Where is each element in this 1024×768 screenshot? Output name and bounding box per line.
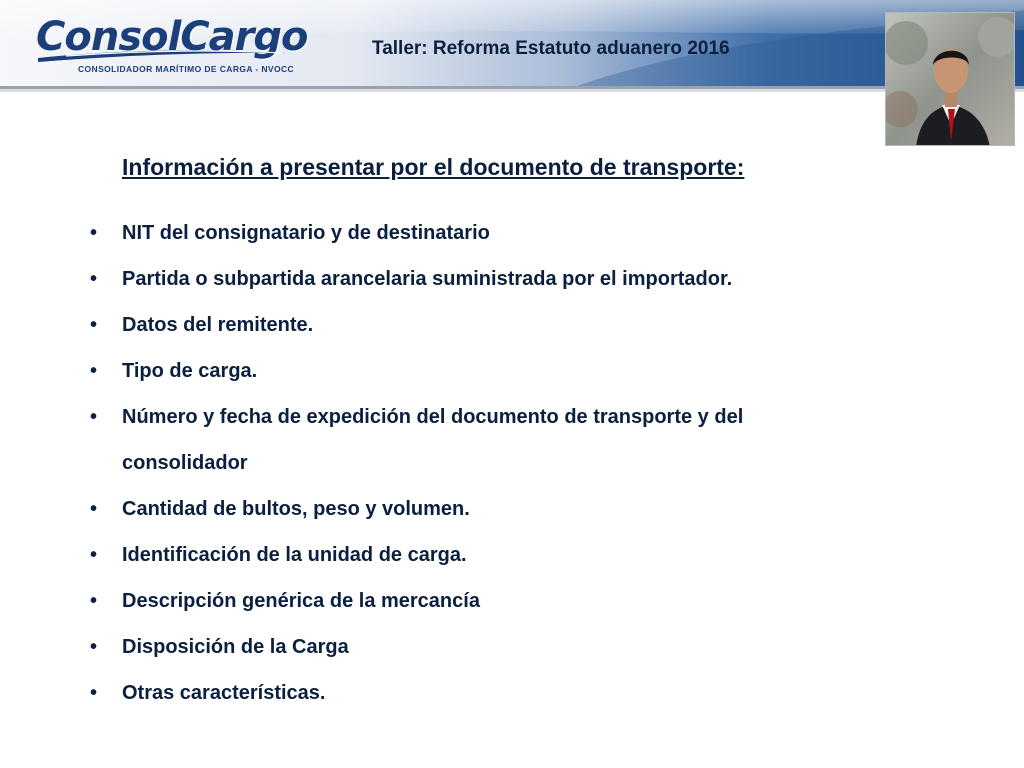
bullet-item <box>88 210 848 256</box>
bullet-text: Identificación de la unidad de carga. <box>122 544 467 566</box>
workshop-title: Taller: Reforma Estatuto aduanero 2016 <box>372 38 730 59</box>
bullet-item <box>88 624 848 670</box>
bullet-text: Datos del remitente. <box>122 314 314 336</box>
bullet-list <box>88 210 848 716</box>
presenter-portrait-icon <box>886 13 1015 146</box>
bullet-item <box>88 394 848 486</box>
bullet-icon: • <box>90 498 98 520</box>
bullet-text: NIT del consignatario y de destinatario <box>122 222 490 244</box>
slide-heading: Información a presentar por el documento de transporte: <box>122 154 745 180</box>
bullet-item <box>88 670 848 716</box>
bullet-item <box>88 578 848 624</box>
logo-swoosh-icon <box>36 44 296 64</box>
presenter-photo <box>885 12 1015 146</box>
bullet-text: Descripción genérica de la mercancía <box>122 590 480 612</box>
bullet-icon: • <box>90 222 98 244</box>
consolcargo-logo <box>36 14 308 78</box>
bullet-text: Otras características. <box>122 682 326 704</box>
bullet-icon: • <box>90 590 98 612</box>
logo-wordmark: ConsolCargo <box>36 14 308 60</box>
logo-tagline: CONSOLIDADOR MARÍTIMO DE CARGA - NVOCC <box>78 64 295 74</box>
bullet-item <box>88 348 848 394</box>
slide-header <box>0 0 1024 92</box>
bullet-item <box>88 256 848 302</box>
bullet-icon: • <box>90 268 98 290</box>
bullet-text: Tipo de carga. <box>122 360 258 382</box>
bullet-icon: • <box>90 406 98 428</box>
bullet-icon: • <box>90 360 98 382</box>
bullet-icon: • <box>90 314 98 336</box>
bullet-text: Partida o subpartida arancelaria suministrada por el importador. <box>122 268 733 290</box>
bullet-item <box>88 486 848 532</box>
bullet-icon: • <box>90 636 98 658</box>
bullet-item <box>88 302 848 348</box>
bullet-icon: • <box>90 682 98 704</box>
bullet-text: Número y fecha de expedición del documento de transporte y del consolidador <box>122 406 744 474</box>
bullet-item <box>88 532 848 578</box>
bullet-text: Cantidad de bultos, peso y volumen. <box>122 498 470 520</box>
bullet-icon: • <box>90 544 98 566</box>
bullet-text: Disposición de la Carga <box>122 636 349 658</box>
